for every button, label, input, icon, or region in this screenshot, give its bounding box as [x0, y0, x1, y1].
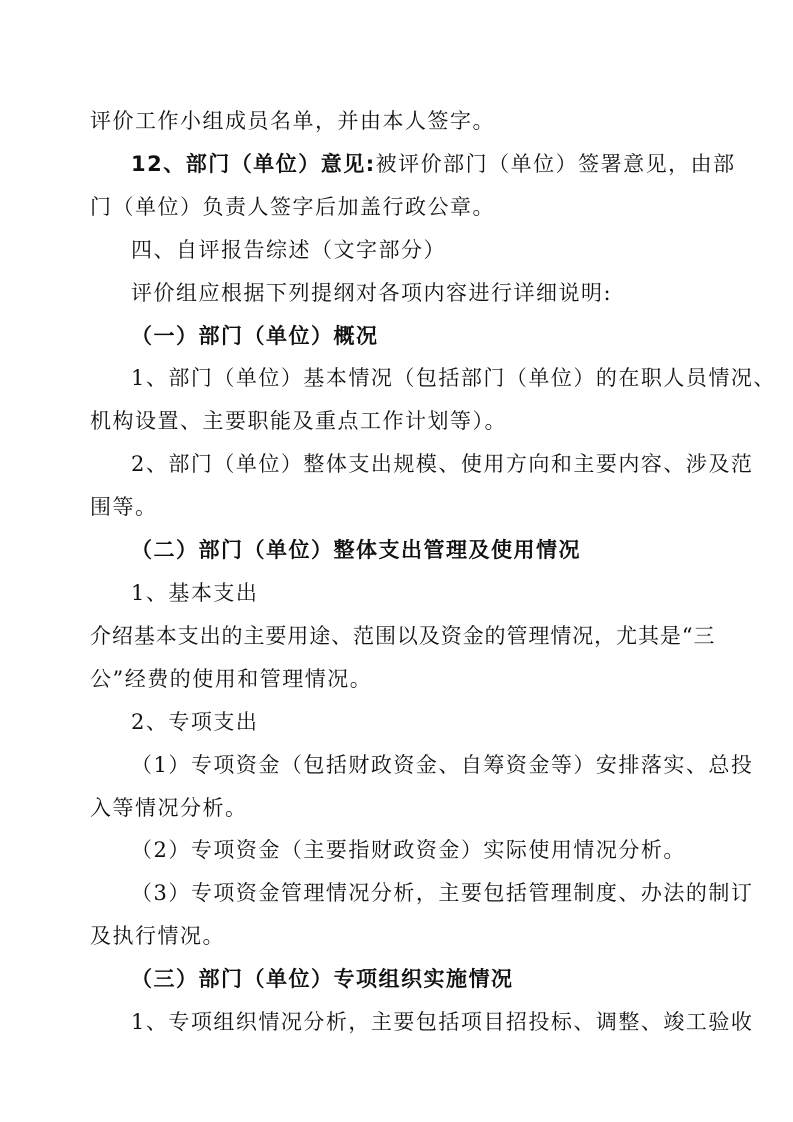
paragraph-line: 1、部门（单位）基本情况（包括部门（单位）的在职人员情况、 — [131, 366, 776, 390]
paragraph-line: 1、专项组织情况分析，主要包括项目招投标、调整、竣工验收 — [131, 1010, 754, 1034]
paragraph-line — [131, 150, 736, 178]
paragraph-line: 公”经费的使用和管理情况。 — [90, 667, 373, 691]
paragraph-line: 门（单位）负责人签字后加盖行政公章。 — [90, 195, 495, 219]
paragraph-line: （3）专项资金管理情况分析，主要包括管理制度、办法的制订 — [131, 881, 754, 905]
section-heading: 四、自评报告综述（文字部分） — [131, 238, 446, 262]
paragraph-line: 机构设置、主要职能及重点工作计划等）。 — [90, 409, 507, 433]
subsection-heading: （一）部门（单位）概况 — [131, 324, 379, 348]
paragraph-line: 评价工作小组成员名单，并由本人签字。 — [90, 109, 495, 133]
paragraph-line: 1、基本支出 — [131, 581, 259, 605]
paragraph-line: 2、部门（单位）整体支出规模、使用方向和主要内容、涉及范 — [131, 452, 754, 476]
item-text: 被评价部门（单位）签署意见，由部 — [375, 152, 736, 176]
subsection-heading: （二）部门（单位）整体支出管理及使用情况 — [131, 538, 581, 562]
paragraph-line: 围等。 — [90, 495, 158, 519]
paragraph-line: 入等情况分析。 — [90, 796, 248, 820]
subsection-heading: （三）部门（单位）专项组织实施情况 — [131, 967, 514, 991]
paragraph-line: 介绍基本支出的主要用途、范围以及资金的管理情况，尤其是“三 — [90, 624, 715, 648]
paragraph-line: 及执行情况。 — [90, 924, 225, 948]
paragraph-line: （2）专项资金（主要指财政资金）实际使用情况分析。 — [131, 838, 686, 862]
paragraph-line: 评价组应根据下列提纲对各项内容进行详细说明: — [131, 281, 613, 305]
paragraph-line: （1）专项资金（包括财政资金、自筹资金等）安排落实、总投 — [131, 753, 754, 777]
paragraph-line: 2、专项支出 — [131, 710, 259, 734]
item-heading: 12、部门（单位）意见: — [131, 152, 376, 176]
